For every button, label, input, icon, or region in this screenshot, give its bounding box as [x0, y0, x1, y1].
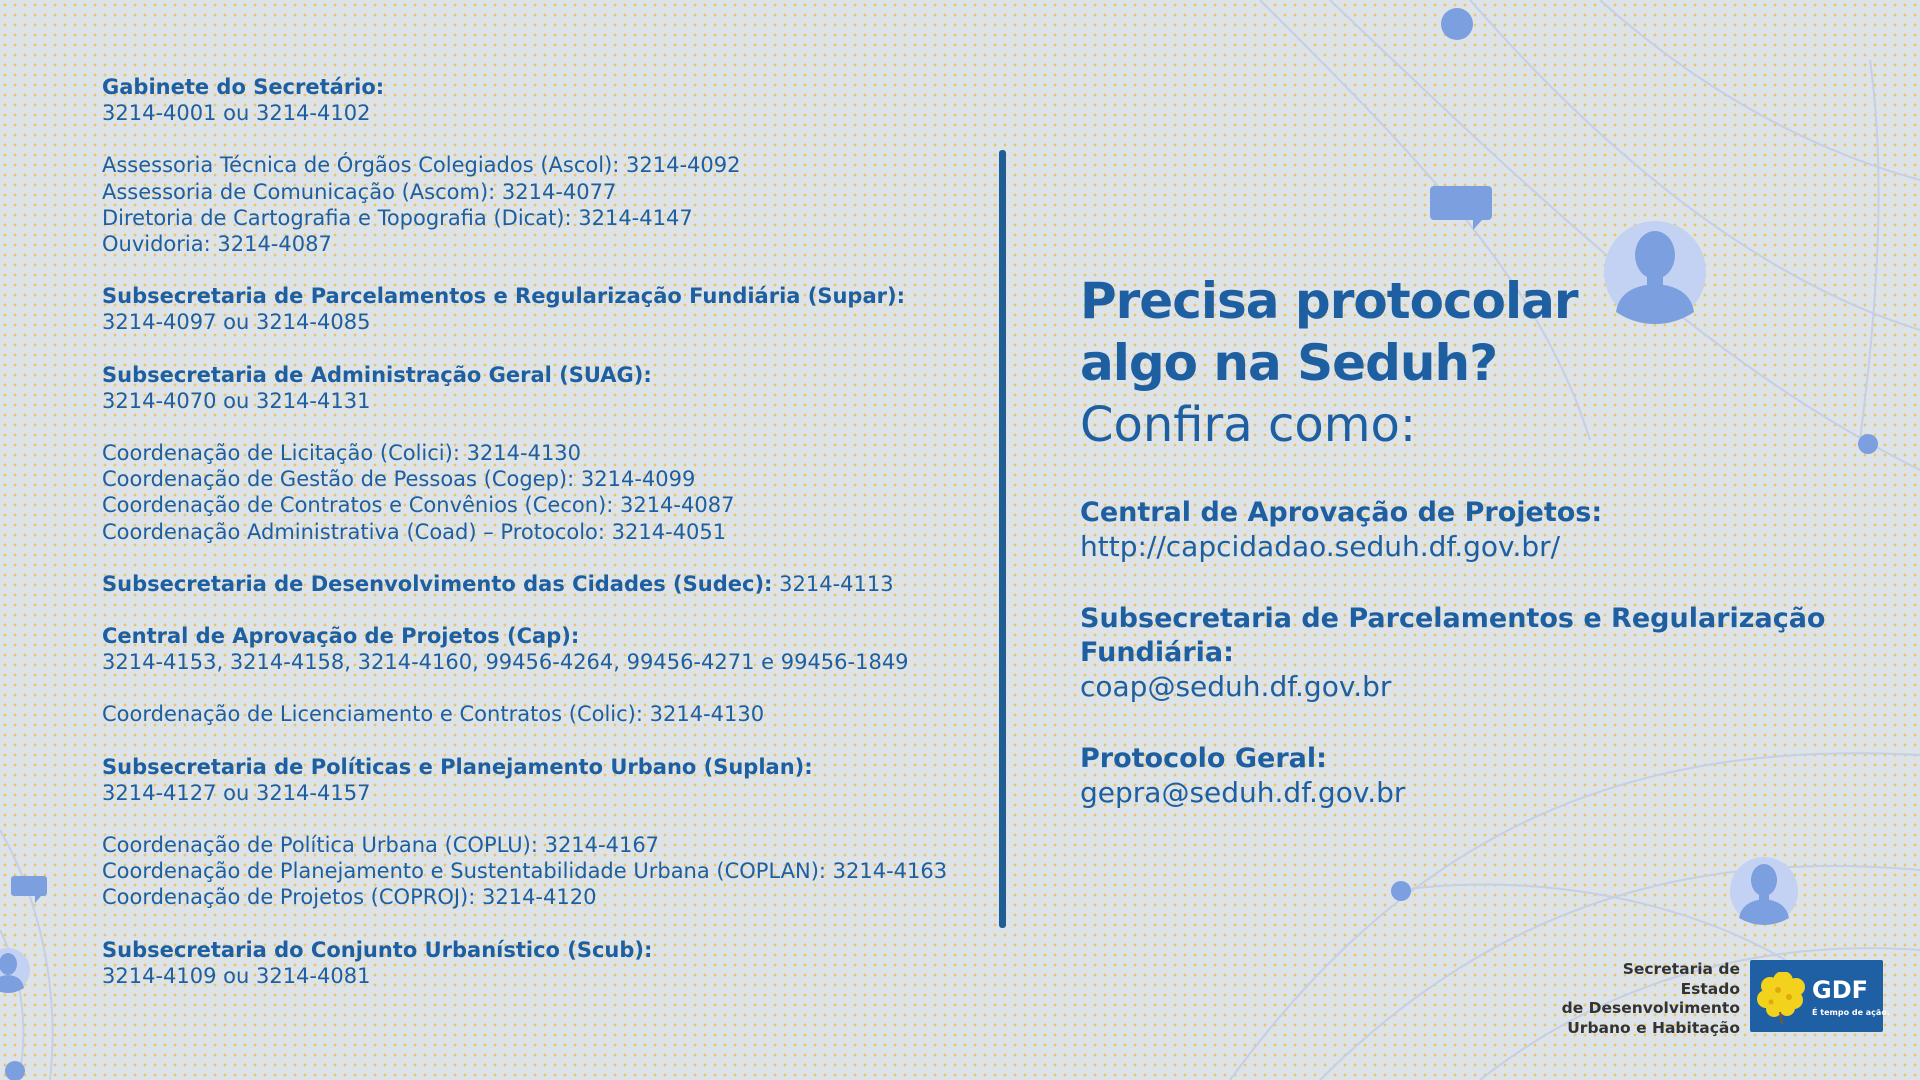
contact-line: Assessoria de Comunicação (Ascom): 3214-4077 — [102, 179, 617, 204]
supar-group — [102, 283, 982, 335]
org-name — [1560, 960, 1740, 1038]
contact-line: Coordenação de Contratos e Convênios (Cecon): 3214-4087 — [102, 493, 735, 518]
sudec-phone: 3214-4113 — [772, 571, 894, 596]
protocolo-block-title: Protocolo Geral: — [1080, 743, 1327, 774]
supar-block — [1080, 602, 1840, 704]
cap-title: Central de Aprovação de Projetos (Cap): — [102, 624, 580, 649]
contact-line: Ouvidoria: 3214-4087 — [102, 232, 332, 257]
supar-email-link[interactable]: coap@seduh.df.gov.br — [1080, 670, 1392, 703]
user-avatar-icon — [1730, 857, 1798, 925]
cap-block — [1080, 496, 1840, 564]
gabinete-phone: 3214-4001 ou 3214-4102 — [102, 101, 371, 126]
org-name-line-2: de Desenvolvimento — [1561, 999, 1740, 1017]
contact-line: Diretoria de Cartografia e Topografia (Dicat): 3214-4147 — [102, 205, 693, 230]
contacts-column — [102, 74, 982, 1015]
org-name-line-1: Secretaria de Estado — [1622, 960, 1740, 998]
ipe-flower-icon — [1756, 972, 1810, 1024]
cap-url-link[interactable]: http://capcidadao.seduh.df.gov.br/ — [1080, 530, 1561, 563]
protocolo-block — [1080, 742, 1840, 810]
user-avatar-icon — [0, 948, 30, 993]
org-name-line-3: Urbano e Habitação — [1567, 1018, 1740, 1037]
supar-block-title-2: Fundiária: — [1080, 637, 1234, 668]
suag-group — [102, 362, 982, 414]
suplan-phone: 3214-4127 ou 3214-4157 — [102, 780, 371, 805]
contact-line: Coordenação de Planejamento e Sustentabilidade Urbana (COPLAN): 3214-4163 — [102, 859, 948, 884]
supar-title: Subsecretaria de Parcelamentos e Regularização Fundiária (Supar): — [102, 284, 905, 309]
suplan-group — [102, 754, 982, 806]
gdf-logo — [1750, 960, 1890, 1032]
contact-line: Coordenação de Política Urbana (COPLU): 3214-4167 — [102, 833, 660, 858]
suag-items-group — [102, 440, 982, 545]
logo-text: GDF — [1812, 976, 1869, 1004]
headline-line-2: algo na Seduh? — [1080, 334, 1498, 392]
scub-title: Subsecretaria do Conjunto Urbanístico (Scub): — [102, 937, 653, 962]
cap-phone: 3214-4153, 3214-4158, 3214-4160, 99456-4264, 99456-4271 e 99456-1849 — [102, 650, 909, 675]
suag-phone: 3214-4070 ou 3214-4131 — [102, 388, 371, 413]
contact-line: Coordenação de Gestão de Pessoas (Cogep): 3214-4099 — [102, 467, 696, 492]
gabinete-title: Gabinete do Secretário: — [102, 75, 385, 99]
gabinete-group — [102, 74, 982, 126]
contact-line: Coordenação de Licenciamento e Contratos (Colic): 3214-4130 — [102, 702, 765, 727]
logo-tagline: É tempo de ação. — [1812, 1008, 1890, 1017]
headline-line-1: Precisa protocolar — [1080, 272, 1578, 330]
subheadline: Confira como: — [1080, 397, 1416, 453]
suag-title: Subsecretaria de Administração Geral (SUAG): — [102, 362, 652, 387]
suplan-items-group — [102, 832, 982, 911]
contact-line: Assessoria Técnica de Órgãos Colegiados (Ascol): 3214-4092 — [102, 153, 741, 178]
protocol-info-column — [1080, 270, 1840, 848]
vertical-divider — [999, 150, 1006, 928]
assessorias-group — [102, 152, 982, 257]
sudec-title: Subsecretaria de Desenvolvimento das Cidades (Sudec): — [102, 571, 773, 596]
supar-phone: 3214-4097 ou 3214-4085 — [102, 310, 371, 335]
sudec-group — [102, 571, 982, 597]
contact-line: Coordenação de Projetos (COPROJ): 3214-4120 — [102, 885, 597, 910]
supar-block-title-1: Subsecretaria de Parcelamentos e Regularização — [1080, 603, 1826, 634]
scub-phone: 3214-4109 ou 3214-4081 — [102, 963, 371, 988]
cap-group — [102, 623, 982, 675]
protocolo-email-link[interactable]: gepra@seduh.df.gov.br — [1080, 776, 1406, 809]
suplan-title: Subsecretaria de Políticas e Planejamento Urbano (Suplan): — [102, 754, 813, 779]
cap-block-title: Central de Aprovação de Projetos: — [1080, 497, 1603, 528]
headline — [1080, 270, 1840, 394]
sudec-line — [102, 571, 982, 597]
scub-group — [102, 937, 982, 989]
colic-group — [102, 701, 982, 727]
contact-line: Coordenação de Licitação (Colici): 3214-4130 — [102, 441, 582, 466]
contact-line: Coordenação Administrativa (Coad) – Protocolo: 3214-4051 — [102, 519, 727, 544]
